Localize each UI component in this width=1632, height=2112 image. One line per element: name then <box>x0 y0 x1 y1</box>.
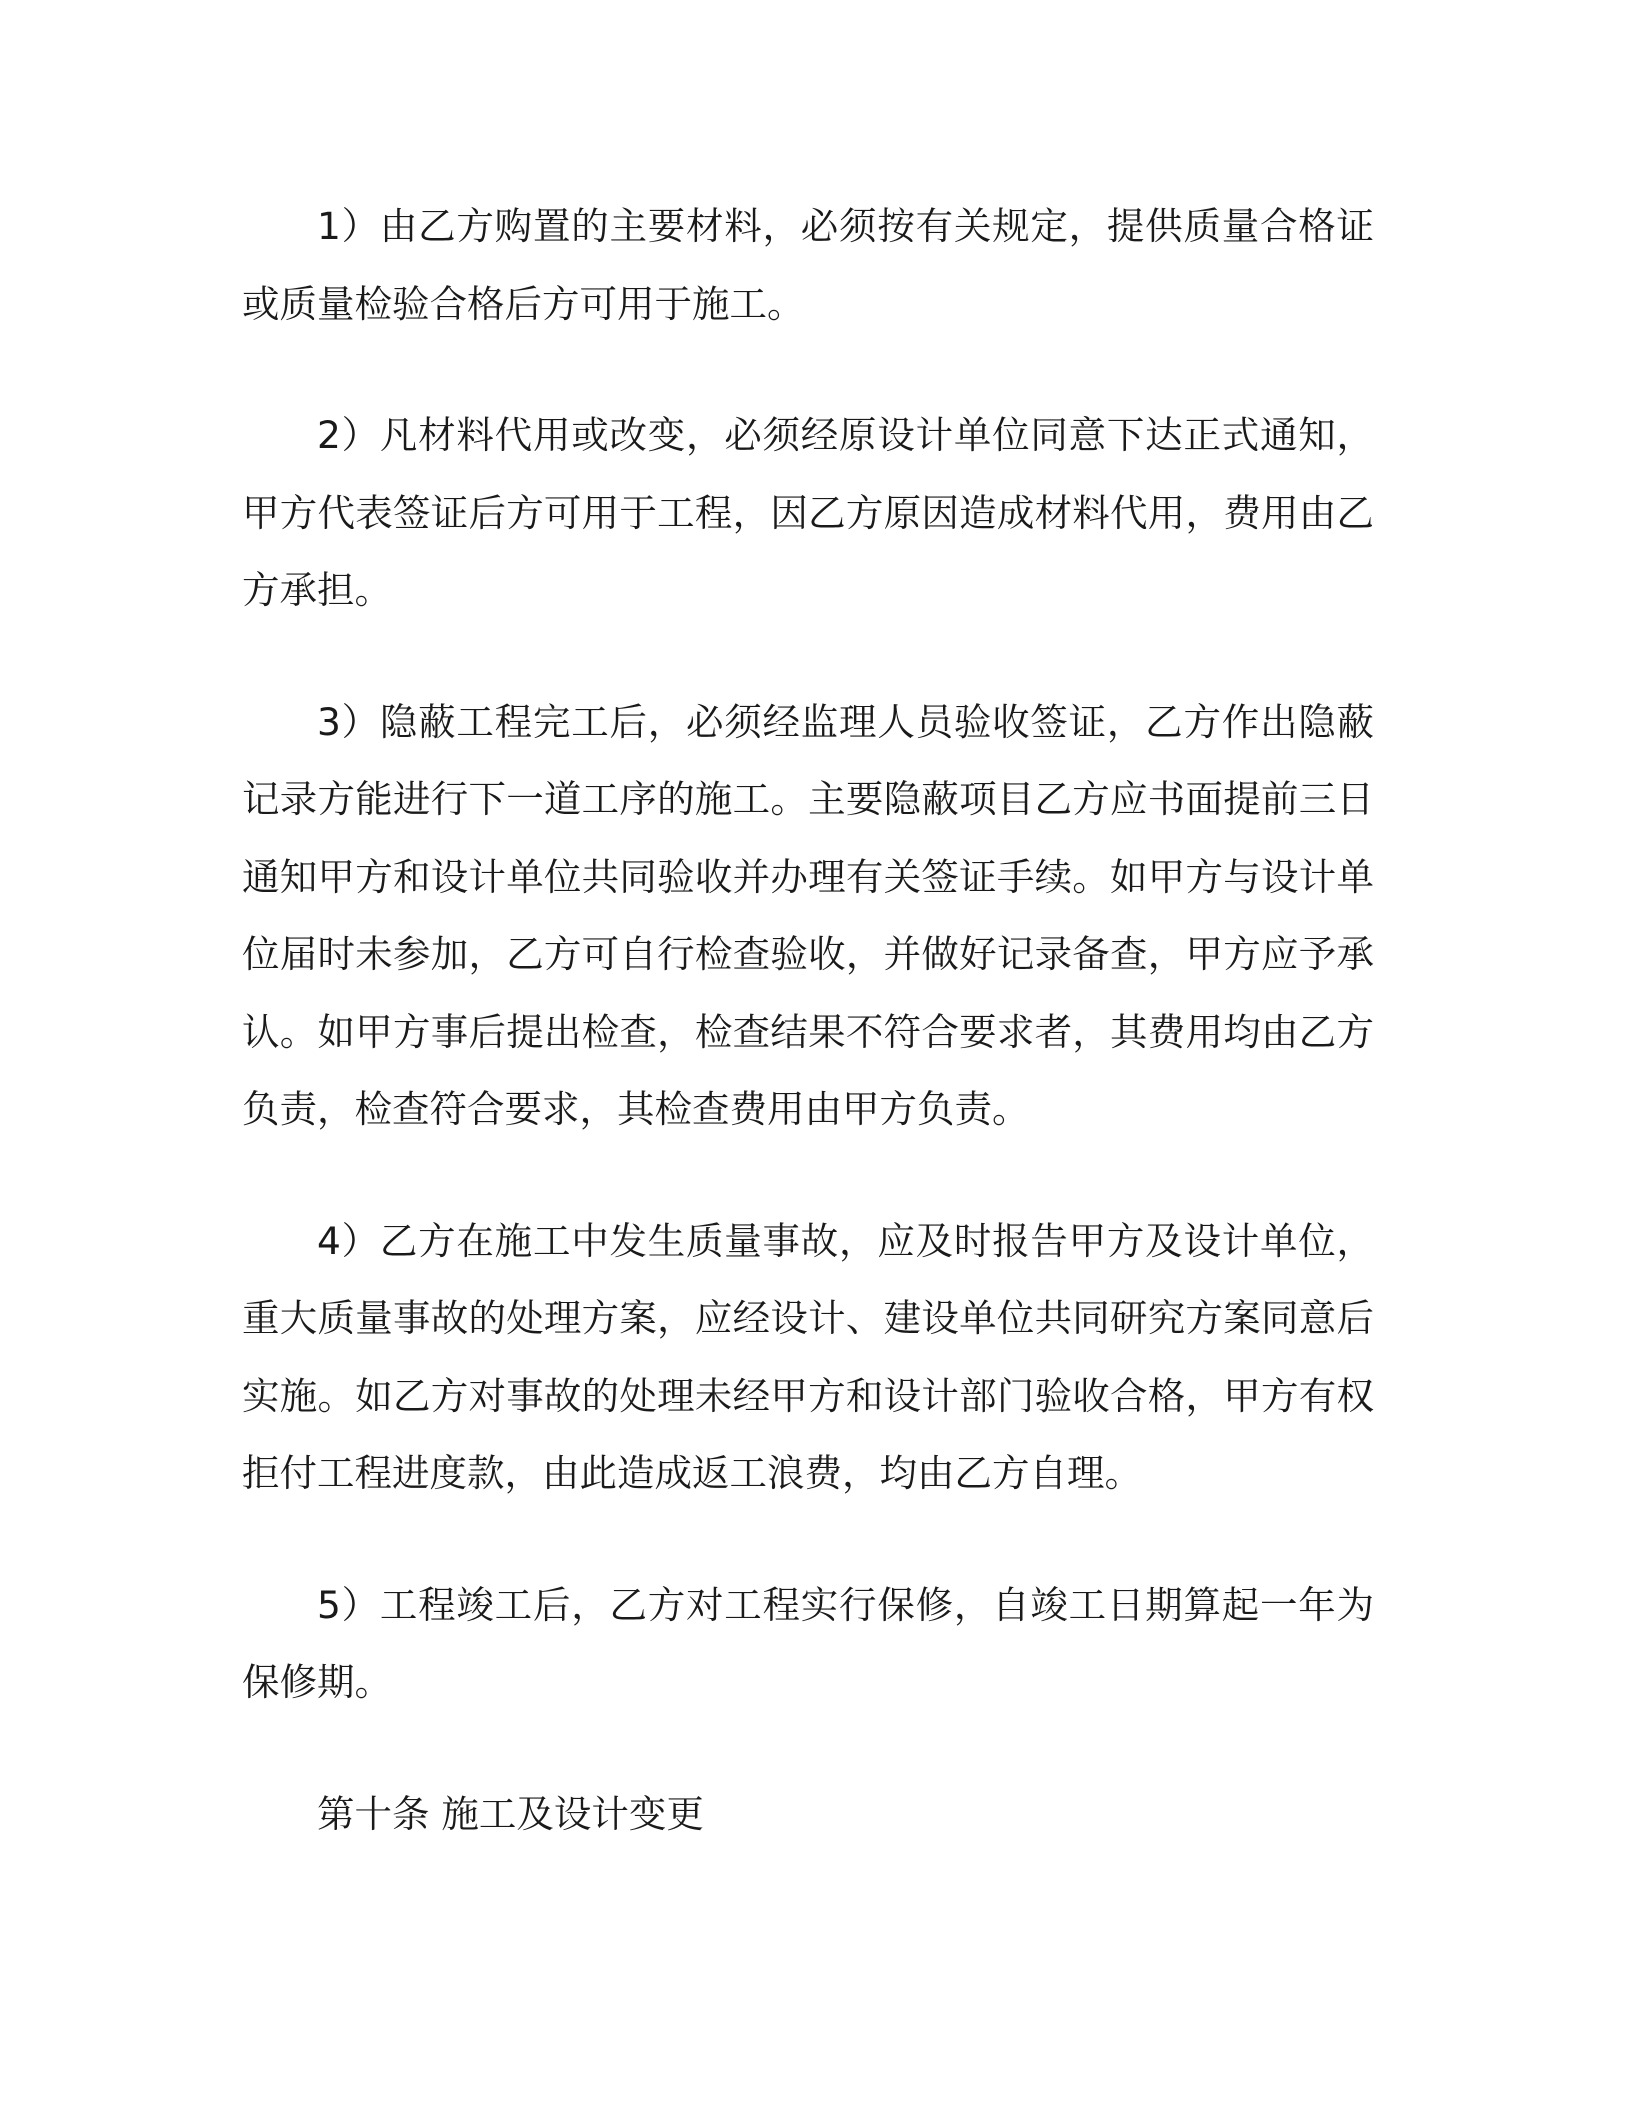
section-heading: 第十条 施工及设计变更 <box>317 1791 704 1836</box>
clause-paragraph-4: 4）乙方在施工中发生质量事故，应及时报告甲方及设计单位，重大质量事故的处理方案，应经设计、建设单位共同研究方案同意后实施。如乙方对事故的处理未经甲方和设计部门验收合格，甲方有权拒付工程进度款，由此造成返工浪费，均由乙方自理。 <box>242 1218 1374 1495</box>
document-body <box>242 188 1374 1853</box>
clause-paragraph-3: 3）隐蔽工程完工后，必须经监理人员验收签证，乙方作出隐蔽记录方能进行下一道工序的施工。主要隐蔽项目乙方应书面提前三日通知甲方和设计单位共同验收并办理有关签证手续。如甲方与设计单位届时未参加，乙方可自行检查验收，并做好记录备查，甲方应予承认。如甲方事后提出检查，检查结果不符合要求者，其费用均由乙方负责，检查符合要求，其检查费用由甲方负责。 <box>242 699 1374 1131</box>
clause-paragraph-5: 5）工程竣工后，乙方对工程实行保修，自竣工日期算起一年为保修期。 <box>242 1582 1374 1704</box>
clause-paragraph-2: 2）凡材料代用或改变，必须经原设计单位同意下达正式通知，甲方代表签证后方可用于工程，因乙方原因造成材料代用，费用由乙方承担。 <box>242 413 1374 612</box>
clause-paragraph-1: 1）由乙方购置的主要材料，必须按有关规定，提供质量合格证或质量检验合格后方可用于施工。 <box>242 204 1374 326</box>
